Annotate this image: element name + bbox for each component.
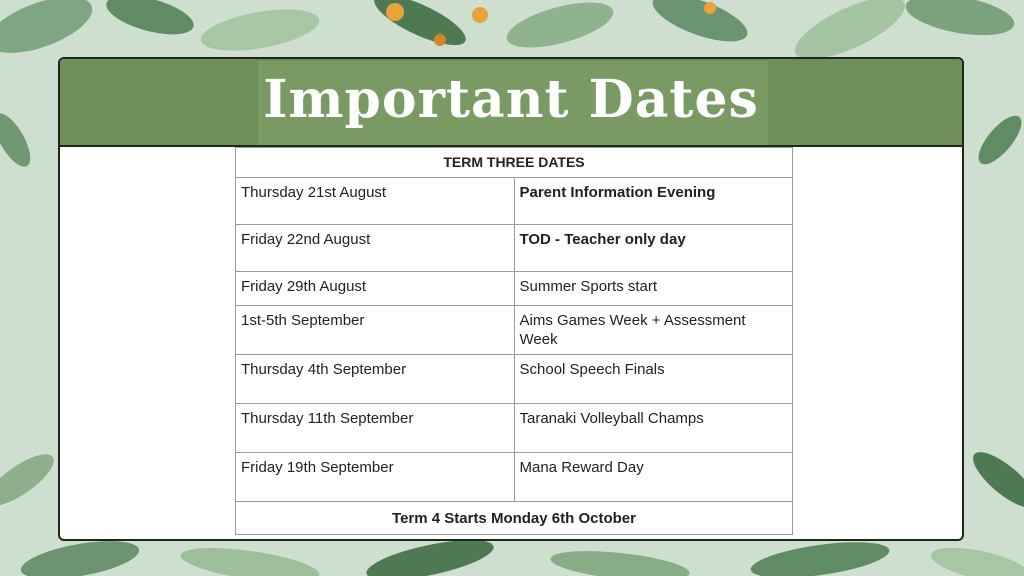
row-date: Friday 29th August	[236, 272, 515, 306]
row-date: 1st-5th September	[236, 306, 515, 355]
row-date: Thursday 21st August	[236, 178, 515, 225]
row-event: Parent Information Evening	[514, 178, 793, 225]
row-event: School Speech Finals	[514, 355, 793, 404]
row-event: Summer Sports start	[514, 272, 793, 306]
table-header-row	[236, 148, 793, 178]
table-header: TERM THREE DATES	[236, 148, 793, 178]
table-footer-row	[236, 502, 793, 535]
title-banner	[60, 59, 962, 147]
dates-card	[58, 57, 964, 541]
table-row	[236, 272, 793, 306]
row-date: Thursday 11th September	[236, 404, 515, 453]
row-date: Friday 22nd August	[236, 225, 515, 272]
row-event: Taranaki Volleyball Champs	[514, 404, 793, 453]
table-row	[236, 355, 793, 404]
table-row	[236, 404, 793, 453]
row-date: Thursday 4th September	[236, 355, 515, 404]
page-title: Important Dates	[263, 69, 759, 130]
table-row	[236, 225, 793, 272]
row-event: TOD - Teacher only day	[514, 225, 793, 272]
row-date: Friday 19th September	[236, 453, 515, 502]
dates-table	[235, 147, 793, 535]
row-event: Mana Reward Day	[514, 453, 793, 502]
table-footer: Term 4 Starts Monday 6th October	[236, 502, 793, 535]
table-row	[236, 178, 793, 225]
table-row	[236, 306, 793, 355]
row-event: Aims Games Week + Assessment Week	[514, 306, 793, 355]
table-row	[236, 453, 793, 502]
